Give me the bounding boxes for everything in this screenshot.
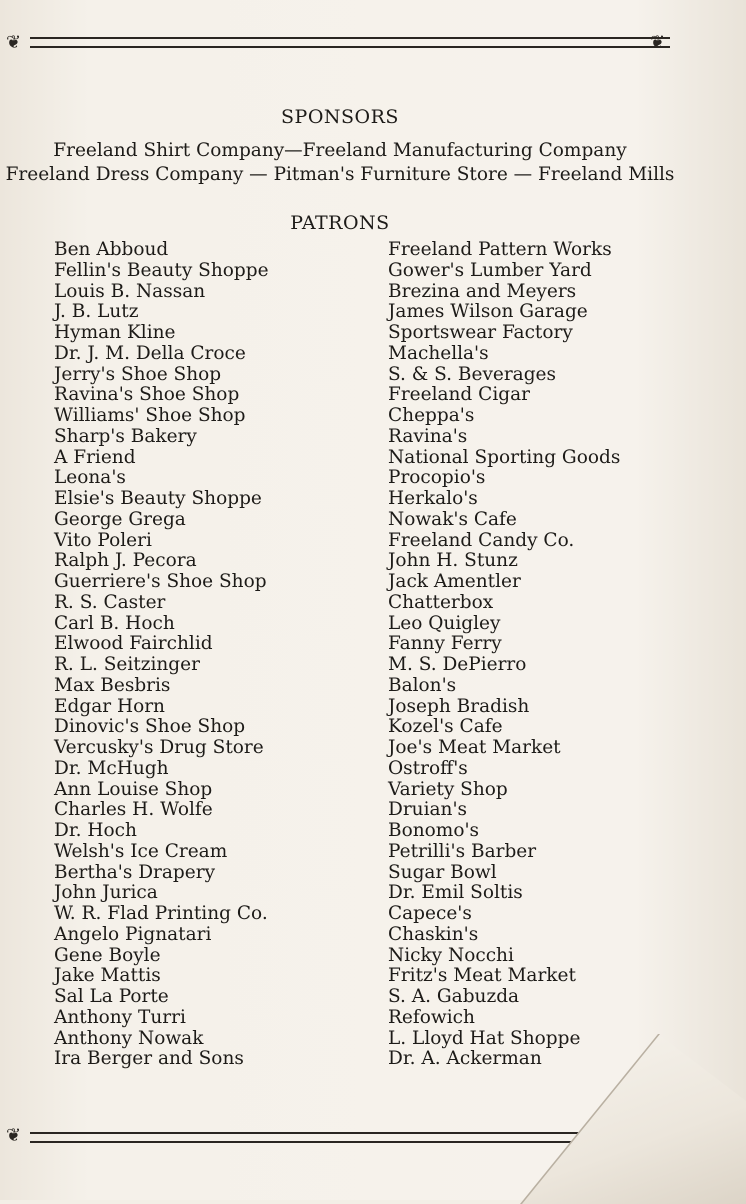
patron-list-item: Anthony Turri [54,1006,186,1028]
patron-list-item: Nicky Nocchi [388,944,514,966]
patron-list-item: Max Besbris [54,674,171,696]
patron-list-item: Dr. A. Ackerman [388,1048,542,1070]
patron-list-item: John Jurica [54,882,158,904]
patron-list-item: Kozel's Cafe [388,716,503,738]
patron-list-item: Dinovic's Shoe Shop [54,716,246,738]
patron-list-item: Anthony Nowak [54,1027,204,1049]
patron-list-item: Dr. McHugh [54,757,169,779]
patron-list-item: Herkalo's [388,488,478,509]
patron-list-item: Elwood Fairchlid [54,633,213,655]
patron-list-item: Dr. J. M. Della Croce [54,342,246,364]
patron-list-item: Sal La Porte [54,986,169,1007]
patron-list-item: Procopio's [388,467,486,489]
patron-list-item: Cheppa's [388,405,475,426]
patron-list-item: Vito Poleri [54,529,152,551]
sponsors-line-2: Freeland Dress Company — Pitman's Furniture Store — Freeland Mills [5,164,675,185]
patron-list-item: Dr. Hoch [54,820,137,841]
patron-list-item: Refowich [388,1006,475,1028]
patron-list-item: Ostroff's [388,757,468,779]
corner-ornament-icon: ❦ [6,1125,22,1146]
patron-list-item: Machella's [388,342,489,364]
sponsors-heading: SPONSORS [281,106,399,128]
corner-ornament-icon: ❦ [6,32,22,53]
patron-list-item: Balon's [388,674,457,696]
patron-list-item: Ben Abboud [54,239,169,260]
patron-list-item: Louis B. Nassan [54,280,206,302]
patron-list-item: Chatterbox [388,591,494,613]
patron-list-item: S. A. Gabuzda [388,986,520,1007]
patron-list-item: James Wilson Garage [388,301,588,323]
patron-list-item: Carl B. Hoch [54,612,175,634]
patron-list-item: Leo Quigley [388,612,501,634]
patrons-left-column [54,240,269,1070]
patron-list-item: Ravina's [388,425,468,447]
patron-list-item: A Friend [54,446,136,468]
patron-list-item: John H. Stunz [388,550,518,572]
patron-list-item: Ira Berger and Sons [54,1048,244,1070]
patron-list-item: Brezina and Meyers [388,280,577,302]
patron-list-item: W. R. Flad Printing Co. [54,903,268,924]
patron-list-item: Guerriere's Shoe Shop [54,571,267,592]
patron-list-item: J. B. Lutz [54,301,139,323]
patron-list-item: Nowak's Cafe [388,508,517,530]
patron-list-item: Angelo Pignatari [54,923,212,945]
patron-list-item: Sugar Bowl [388,861,497,883]
patron-list-item: Sharp's Bakery [54,425,197,447]
patron-list-item: R. S. Caster [54,591,166,613]
patron-list-item: R. L. Seitzinger [54,654,200,675]
patron-list-item: Vercusky's Drug Store [54,737,264,758]
patron-list-item: Capece's [388,903,472,924]
patron-list-item: Williams' Shoe Shop [54,405,246,426]
patron-list-item: Sportswear Factory [388,322,573,343]
patron-list-item: Joseph Bradish [388,695,530,717]
patron-list-item: Gene Boyle [54,944,161,966]
patron-list-item: Elsie's Beauty Shoppe [54,488,262,509]
patron-list-item: Leona's [54,467,126,489]
patron-list-item: Freeland Pattern Works [388,239,612,260]
patron-list-item: Bertha's Drapery [54,861,216,883]
patron-list-item: Fellin's Beauty Shoppe [54,259,269,281]
patron-list-item: Ralph J. Pecora [54,550,197,572]
corner-ornament-icon: ❦ [650,32,666,53]
patron-list-item: Welsh's Ice Cream [54,840,228,862]
patron-list-item: Fanny Ferry [388,633,502,655]
patron-list-item: Edgar Horn [54,695,165,717]
patron-list-item: Dr. Emil Soltis [388,882,523,904]
patron-list-item: Freeland Candy Co. [388,529,575,551]
sponsors-line-1: Freeland Shirt Company—Freeland Manufacturing Company [53,140,627,161]
patron-list-item: Jake Mattis [54,965,161,987]
patron-list-item: Joe's Meat Market [388,737,561,758]
patrons-right-column [388,240,620,1070]
patron-list-item: M. S. DePierro [388,654,527,675]
patron-list-item: Bonomo's [388,820,480,841]
patrons-heading: PATRONS [290,212,390,234]
patron-list-item: Fritz's Meat Market [388,965,576,987]
patron-list-item: Petrilli's Barber [388,840,537,862]
patron-list-item: Freeland Cigar [388,384,530,406]
patron-list-item: Ann Louise Shop [54,778,213,800]
patron-list-item: George Grega [54,508,186,530]
patron-list-item: Ravina's Shoe Shop [54,384,240,406]
patron-list-item: Jerry's Shoe Shop [54,363,222,385]
patron-list-item: Chaskin's [388,923,479,945]
patron-list-item: Gower's Lumber Yard [388,259,592,281]
patron-list-item: Hyman Kline [54,322,176,343]
patron-list-item: National Sporting Goods [388,446,621,468]
patron-list-item: Jack Amentler [388,571,521,592]
patron-list-item: Charles H. Wolfe [54,799,213,821]
patron-list-item: L. Lloyd Hat Shoppe [388,1027,581,1049]
top-double-rule [30,37,670,48]
patron-list-item: Variety Shop [388,778,508,800]
patron-list-item: S. & S. Beverages [388,363,556,385]
bottom-double-rule [30,1132,590,1143]
patron-list-item: Druian's [388,799,468,821]
